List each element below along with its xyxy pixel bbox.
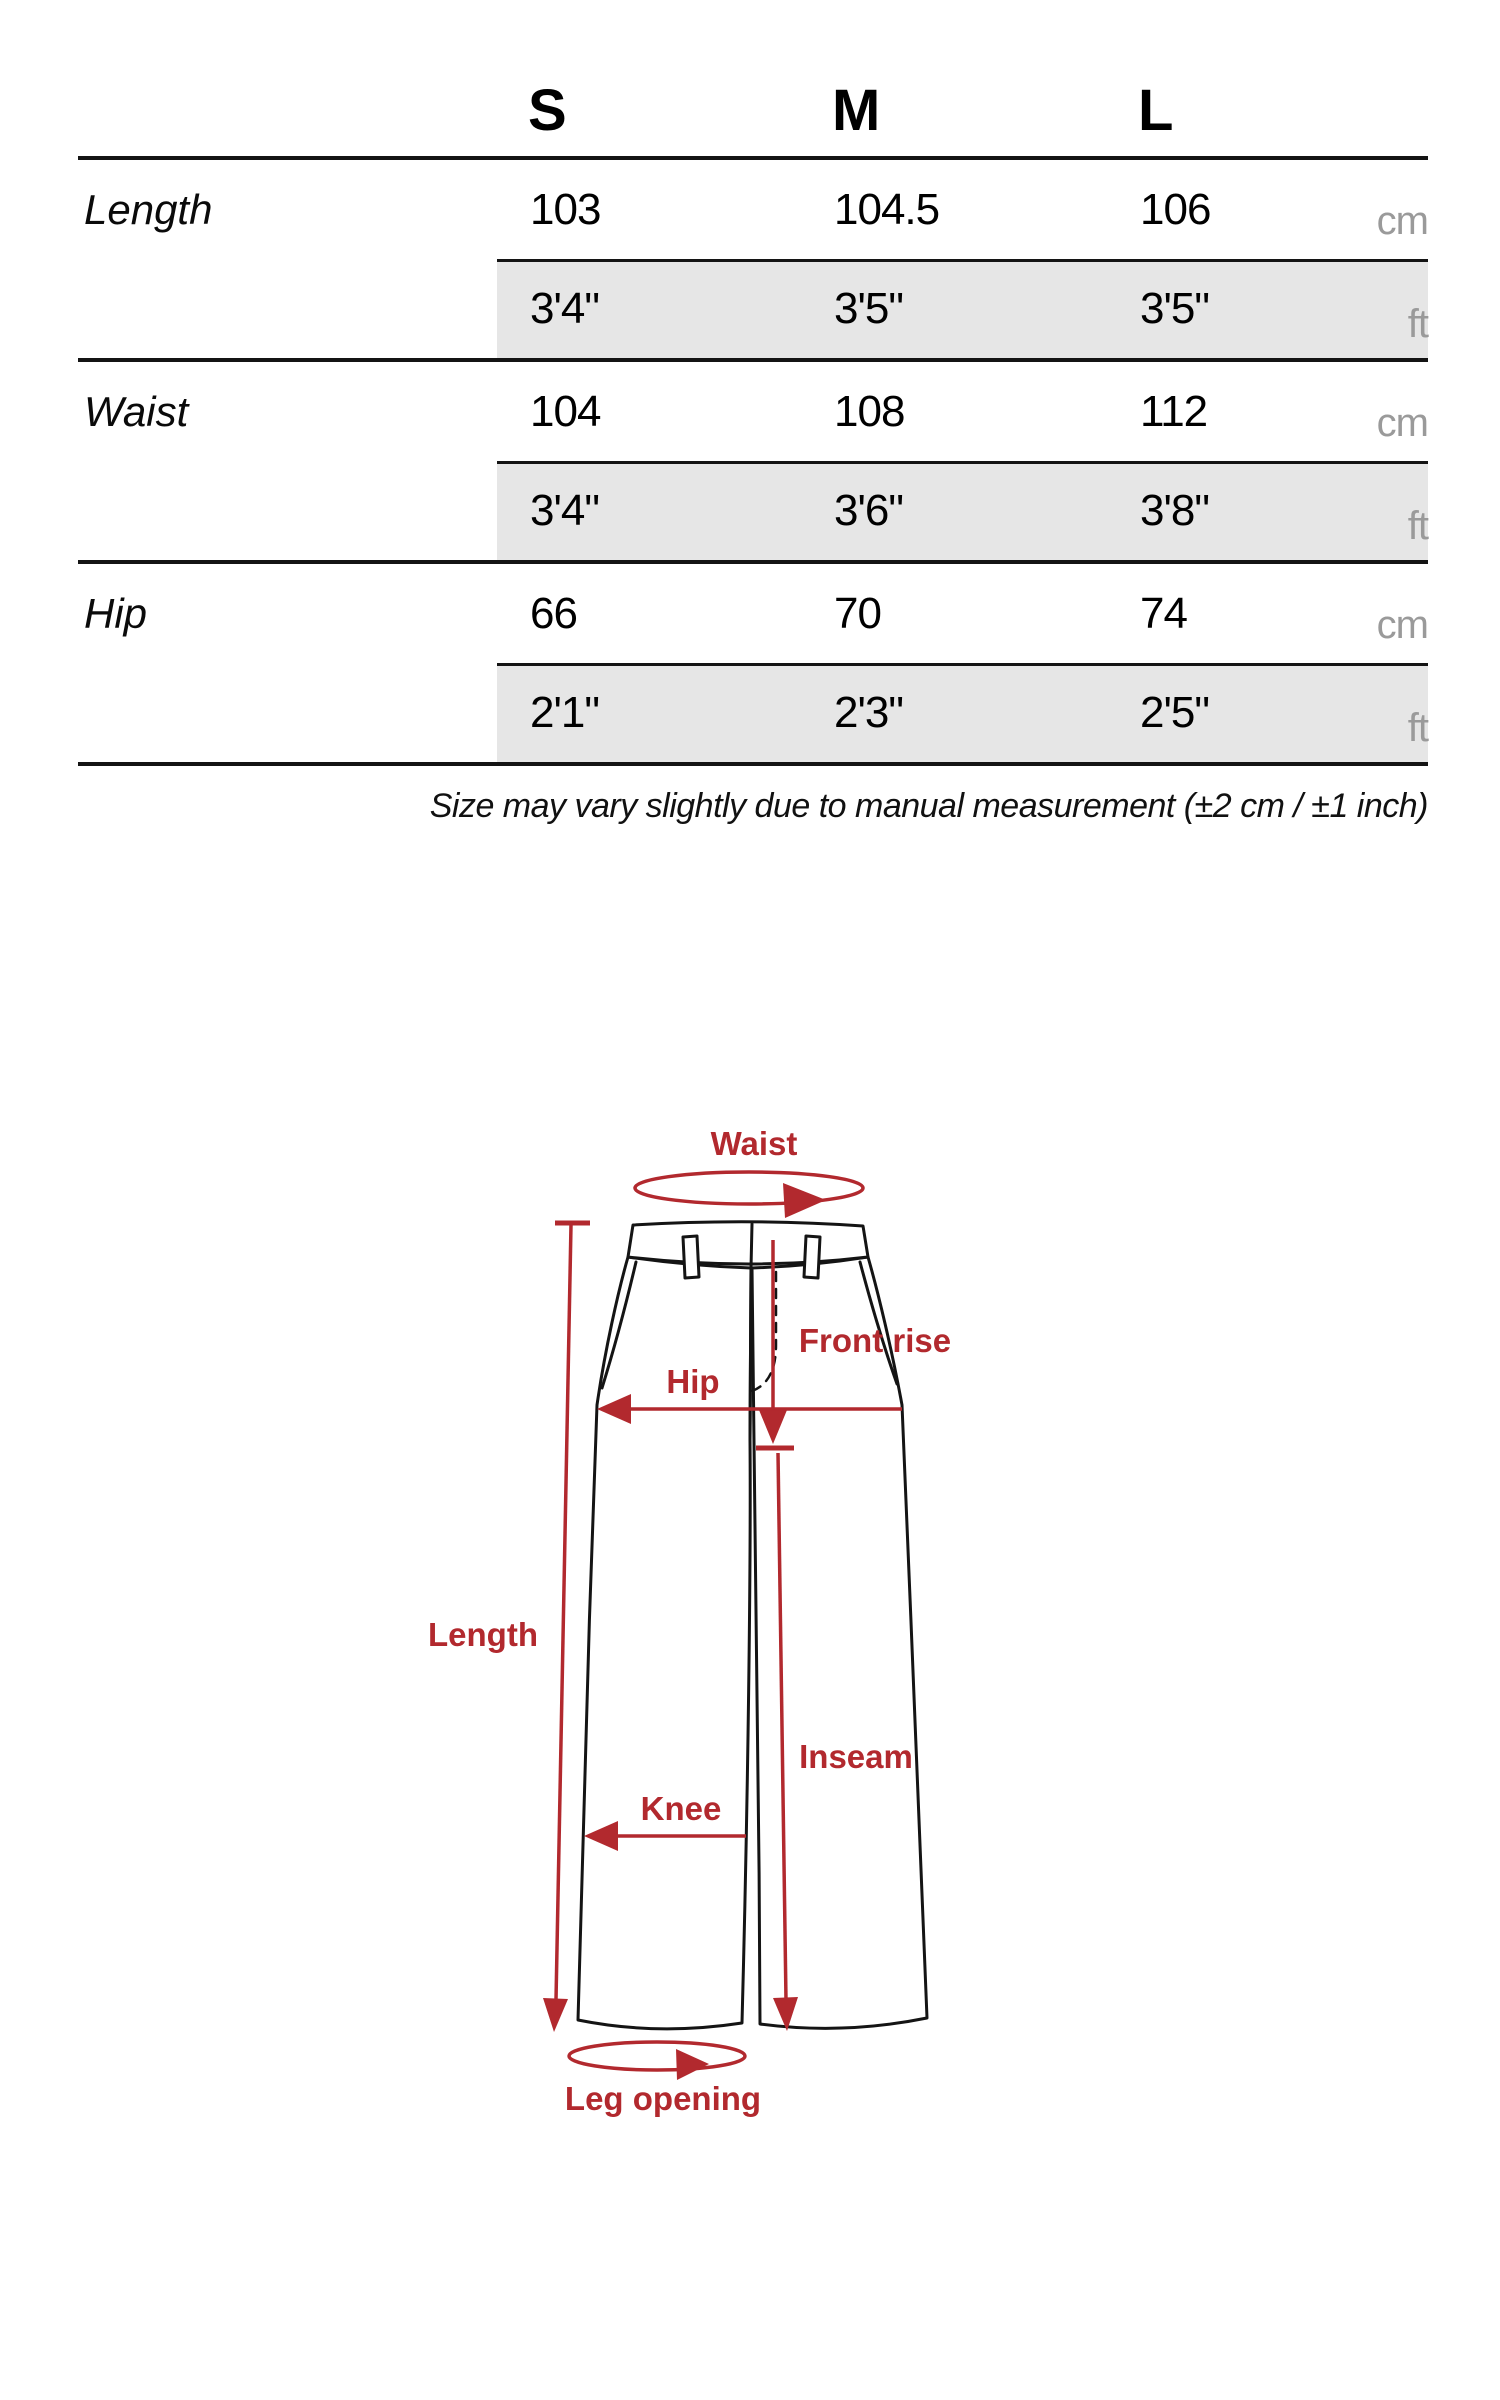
cell-hip-m-cm: 70 — [834, 589, 881, 638]
row-label-hip: Hip — [84, 590, 148, 637]
cell-length-s-ft: 3'4" — [530, 284, 599, 333]
waist-label: Waist — [710, 1125, 798, 1162]
cell-length-l-cm: 106 — [1140, 185, 1211, 234]
unit-label-cm: cm — [1376, 199, 1428, 243]
length-label: Length — [428, 1616, 538, 1653]
pants-left-leg — [578, 1257, 751, 2029]
length-arrowhead-icon — [543, 1998, 568, 2032]
cell-waist-m-cm: 108 — [834, 387, 905, 436]
unit-label-ft: ft — [1407, 504, 1428, 548]
cell-hip-s-ft: 2'1" — [530, 688, 599, 737]
length-arrow-line — [556, 1225, 571, 2000]
leg-opening-arrow-icon — [569, 2042, 745, 2070]
cell-length-m-ft: 3'5" — [834, 284, 903, 333]
unit-label-cm: cm — [1376, 401, 1428, 445]
size-col-header-l: L — [1138, 78, 1173, 143]
cell-waist-l-cm: 112 — [1140, 387, 1208, 436]
size-col-header-s: S — [528, 78, 566, 143]
pants-fly-top-line — [751, 1224, 752, 1268]
pants-right-leg — [752, 1257, 927, 2028]
unit-label-ft: ft — [1407, 706, 1428, 750]
cell-length-s-cm: 103 — [530, 185, 601, 234]
pants-belt-loop-left — [683, 1236, 699, 1278]
inseam-label: Inseam — [799, 1738, 913, 1775]
measurement-disclaimer: Size may vary slightly due to manual measurement (±2 cm / ±1 inch) — [429, 787, 1428, 825]
pants-belt-loop-right — [804, 1236, 820, 1278]
size-col-header-m: M — [832, 78, 880, 143]
cell-waist-s-ft: 3'4" — [530, 486, 599, 535]
waist-arrow-icon — [635, 1172, 863, 1204]
row-label-waist: Waist — [84, 388, 189, 435]
cell-waist-l-ft: 3'8" — [1140, 486, 1209, 535]
cell-hip-l-ft: 2'5" — [1140, 688, 1209, 737]
row-label-length: Length — [84, 186, 213, 233]
knee-label: Knee — [640, 1790, 722, 1827]
cell-hip-s-cm: 66 — [530, 589, 577, 638]
leg-opening-arrowhead-icon — [676, 2049, 709, 2080]
cell-hip-l-cm: 74 — [1140, 589, 1187, 638]
front-rise-label: Front rise — [798, 1322, 952, 1359]
cell-length-l-ft: 3'5" — [1140, 284, 1209, 333]
hip-label: Hip — [666, 1363, 720, 1400]
cell-waist-m-ft: 3'6" — [834, 486, 903, 535]
cell-hip-m-ft: 2'3" — [834, 688, 903, 737]
cell-length-m-cm: 104.5 — [834, 185, 940, 234]
pants-fly-center-seam — [750, 1268, 751, 1440]
pants-waistband — [628, 1222, 868, 1264]
cell-waist-s-cm: 104 — [530, 387, 601, 436]
leg-opening-label: Leg opening — [564, 2080, 762, 2117]
unit-label-cm: cm — [1376, 603, 1428, 647]
unit-label-ft: ft — [1407, 302, 1428, 346]
waist-arrowhead-icon — [783, 1183, 826, 1218]
